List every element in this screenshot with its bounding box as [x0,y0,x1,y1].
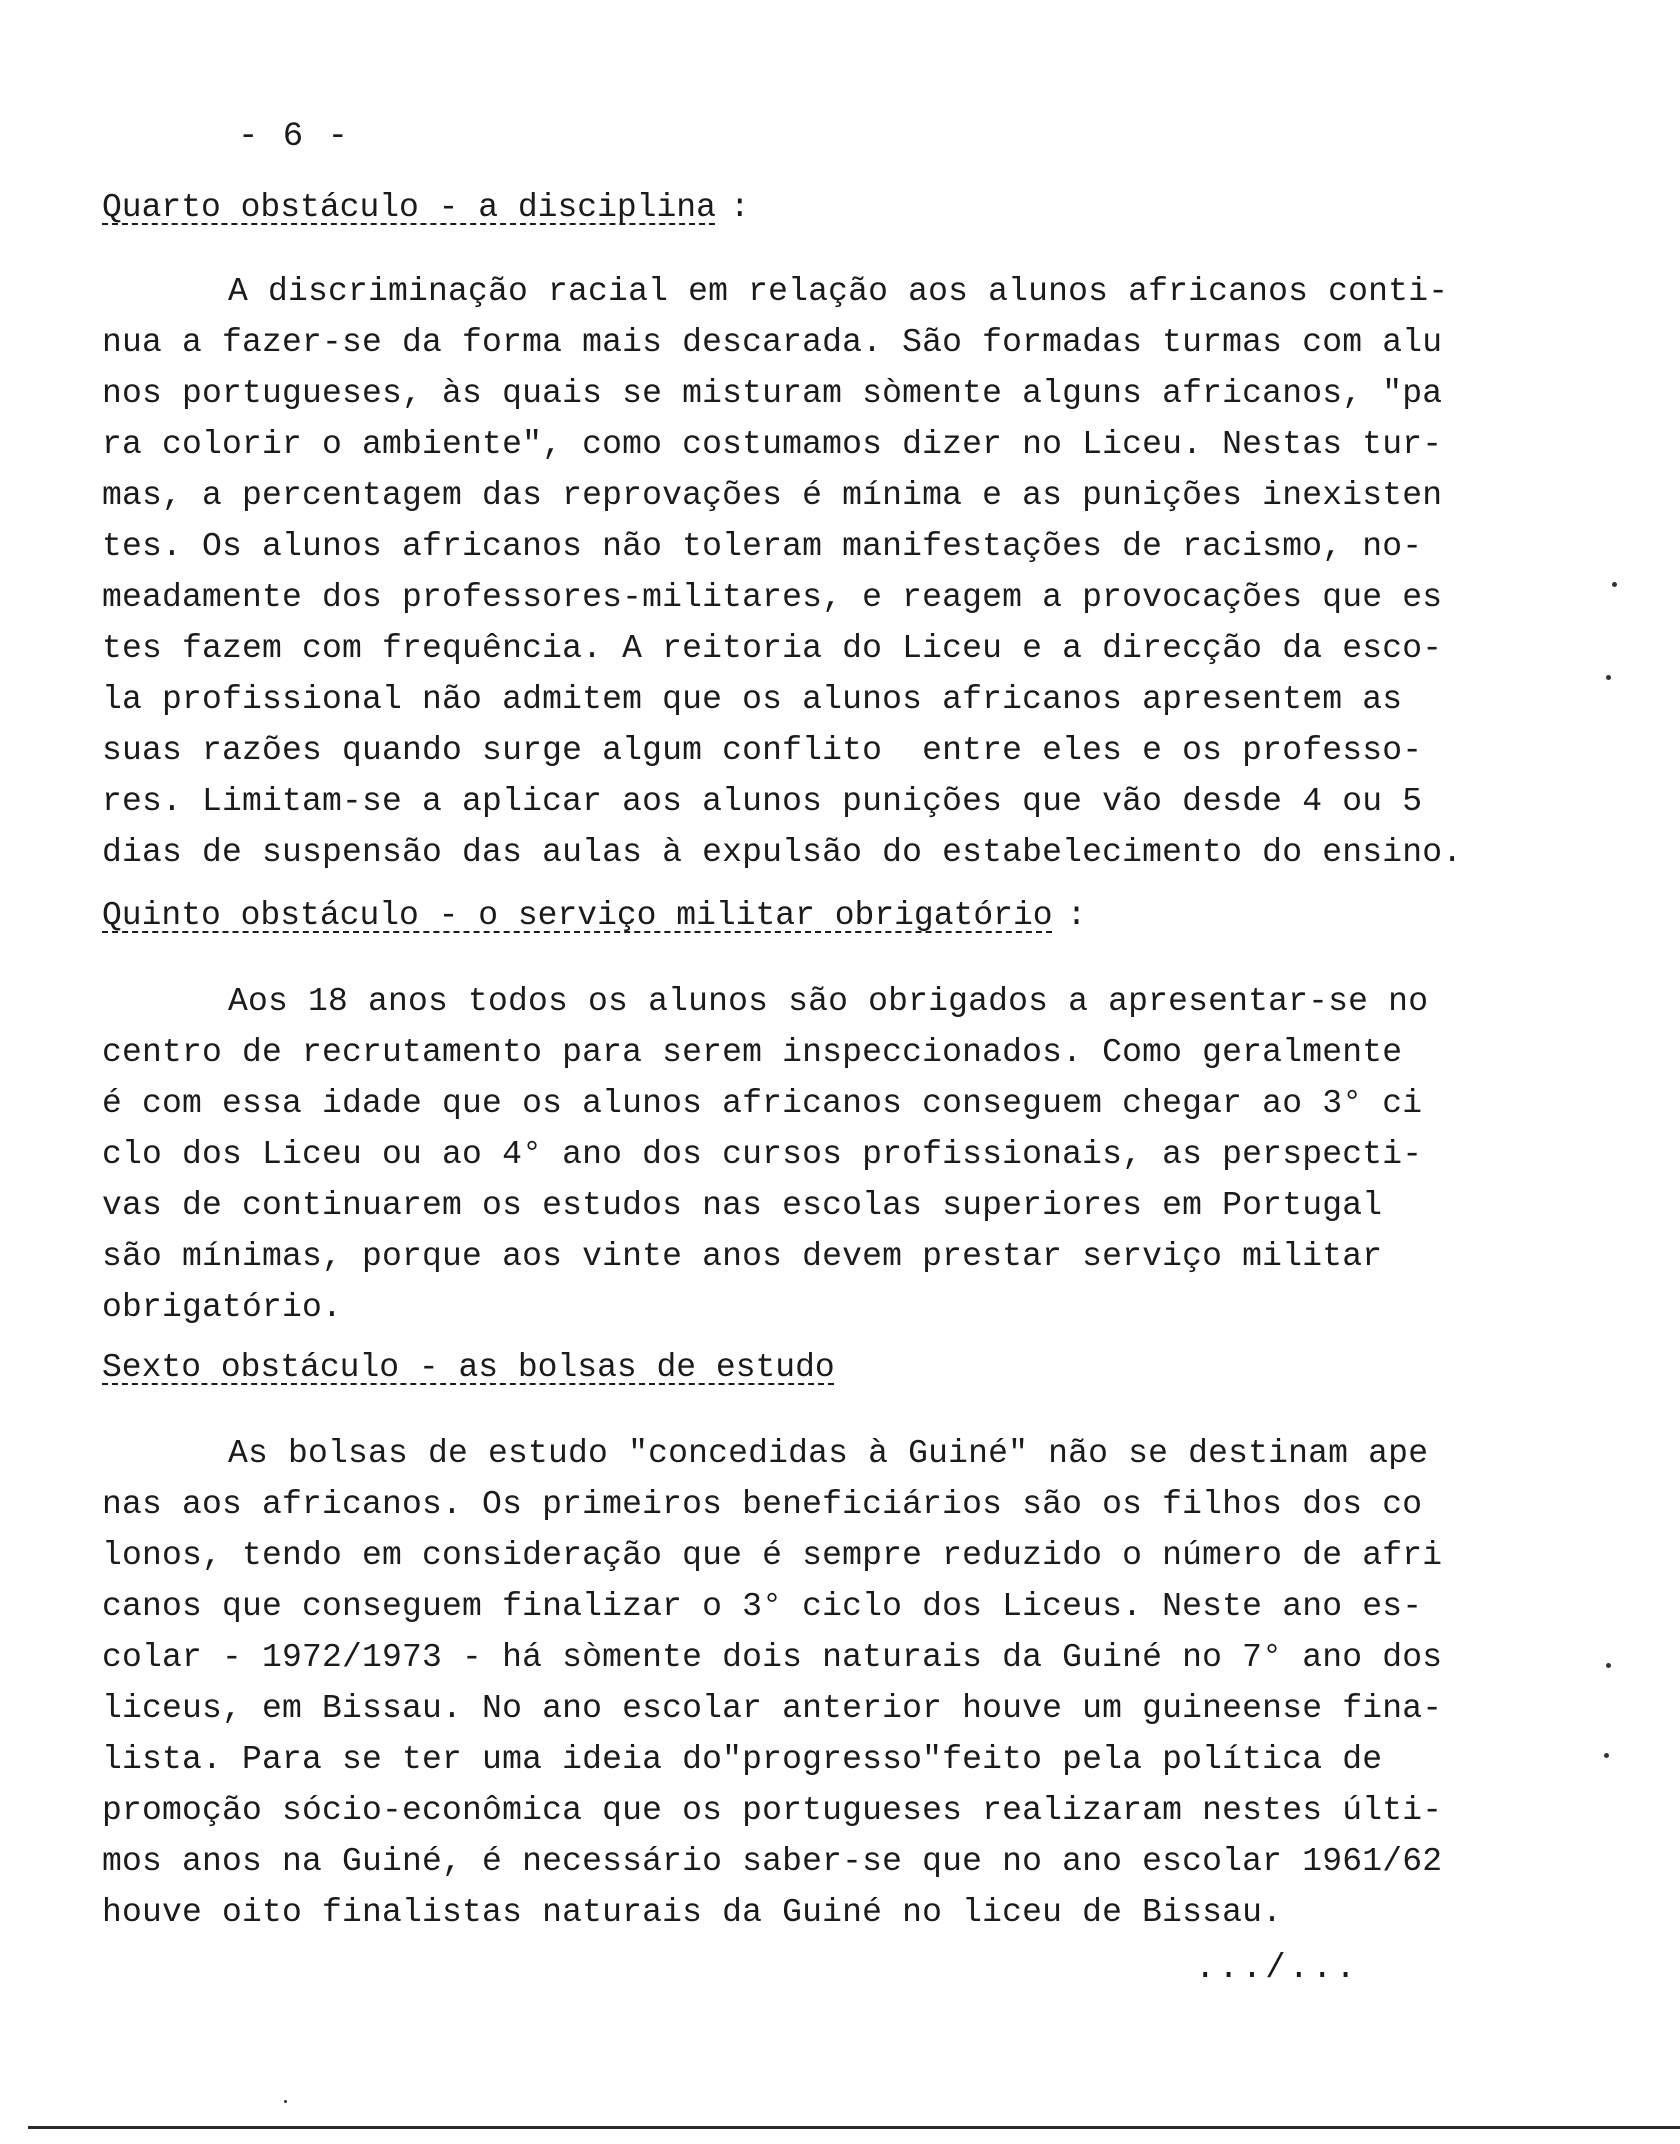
text-line: mas, a percentagem das reprovações é mínima e as punições inexisten [102,477,1443,514]
continuation-marker: .../... [1195,1950,1359,1988]
text-line: obrigatório. [102,1289,343,1326]
heading-colon: : [1066,897,1087,934]
text-line: vas de continuarem os estudos nas escolas superiores em Portugal [102,1187,1383,1224]
text-line: dias de suspensão das aulas à expulsão do estabelecimento do ensino. [102,834,1463,871]
section-heading-quinto [102,896,1086,936]
text-line: tes fazem com frequência. A reitoria do Liceu e a direcção da esco- [102,630,1443,667]
text-line: mos anos na Guiné, é necessário saber-se que no ano escolar 1961/62 [102,1843,1443,1880]
scan-speck [1604,1753,1609,1758]
heading-colon: : [729,189,750,226]
text-line: promoção sócio-econômica que os portugueses realizaram nestes últi- [102,1792,1443,1829]
text-line: nos portugueses, às quais se misturam sòmente alguns africanos, "pa [102,375,1443,412]
scan-speck [1612,582,1617,587]
text-line: liceus, em Bissau. No ano escolar anterior houve um guineense fina- [102,1690,1443,1727]
paragraph-bolsas [102,1428,1602,1938]
scan-speck [1606,1663,1611,1668]
section-heading-text: Sexto obstáculo - as bolsas de estudo [102,1349,835,1386]
paragraph-servico-militar [102,976,1602,1333]
text-line: tes. Os alunos africanos não toleram manifestações de racismo, no- [102,528,1423,565]
paragraph-disciplina [102,266,1602,878]
text-line: As bolsas de estudo "concedidas à Guiné" não se destinam ape [228,1435,1429,1472]
text-line: canos que conseguem finalizar o 3° ciclo dos Liceus. Neste ano es- [102,1588,1423,1625]
text-line: Aos 18 anos todos os alunos são obrigados a apresentar-se no [228,983,1429,1020]
text-line: res. Limitam-se a aplicar aos alunos punições que vão desde 4 ou 5 [102,783,1423,820]
text-line: ra colorir o ambiente", como costumamos dizer no Liceu. Nestas tur- [102,426,1443,463]
text-line: são mínimas, porque aos vinte anos devem prestar serviço militar [102,1238,1383,1275]
scan-speck [284,2100,287,2103]
text-line: é com essa idade que os alunos africanos conseguem chegar ao 3° ci [102,1085,1423,1122]
text-line: A discriminação racial em relação aos alunos africanos conti- [228,273,1449,310]
text-line: centro de recrutamento para serem inspeccionados. Como geralmente [102,1034,1403,1071]
text-line: colar - 1972/1973 - há sòmente dois naturais da Guiné no 7° ano dos [102,1639,1443,1676]
text-line: nua a fazer-se da forma mais descarada. São formadas turmas com alu [102,324,1443,361]
text-line: suas razões quando surge algum conflito entre eles e os professo- [102,732,1423,769]
text-line: lista. Para se ter uma ideia do"progresso"feito pela política de [102,1741,1383,1778]
section-heading-sexto [102,1348,849,1388]
section-heading-text: Quinto obstáculo - o serviço militar obrigatório [102,897,1053,934]
section-heading-text: Quarto obstáculo - a disciplina [102,189,716,226]
text-line: houve oito finalistas naturais da Guiné no liceu de Bissau. [102,1894,1283,1931]
bottom-rule [28,2126,1680,2129]
section-heading-quarto [102,188,750,228]
page-number: - 6 - [238,118,351,156]
text-line: clo dos Liceu ou ao 4° ano dos cursos profissionais, as perspecti- [102,1136,1423,1173]
text-line: lonos, tendo em consideração que é sempre reduzido o número de afri [102,1537,1443,1574]
text-line: la profissional não admitem que os alunos africanos apresentem as [102,681,1403,718]
text-line: meadamente dos professores-militares, e reagem a provocações que es [102,579,1443,616]
scan-speck [1606,675,1611,680]
text-line: nas aos africanos. Os primeiros beneficiários são os filhos dos co [102,1486,1423,1523]
